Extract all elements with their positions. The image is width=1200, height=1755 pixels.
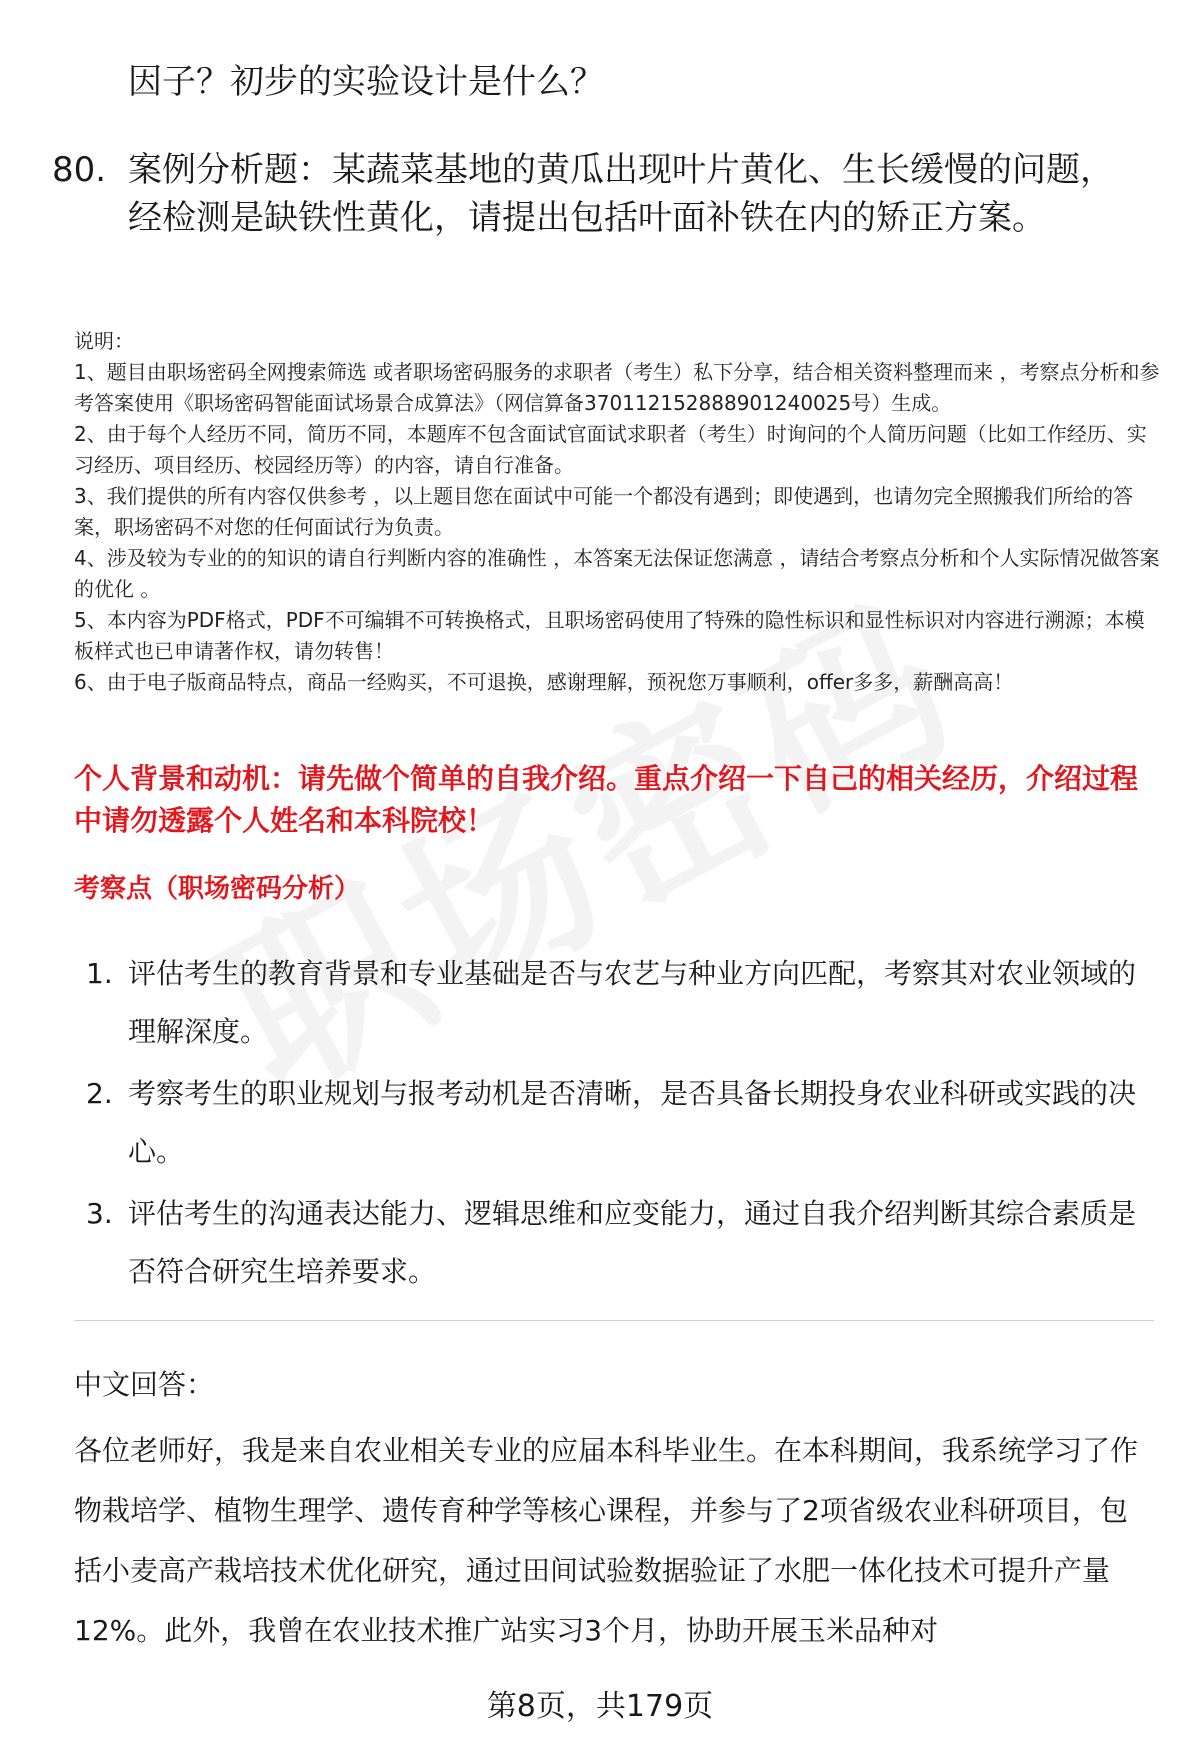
point-number: 3.	[86, 1197, 113, 1230]
analysis-point	[80, 945, 1160, 1061]
notes-title: 说明：	[74, 329, 134, 353]
analysis-points	[80, 945, 1160, 1305]
page-footer: 第8页，共179页	[486, 1689, 714, 1724]
note-item: 4、涉及较为专业的的知识的请自行判断内容的准确性 ，本答案无法保证您满意 ，请结合考察点分析和个人实际情况做答案的优化 。	[74, 546, 1160, 601]
section-divider	[74, 1320, 1154, 1321]
note-item: 3、我们提供的所有内容仅供参考 ，以上题目您在面试中可能一个都没有遇到；即使遇到，也请勿完全照搬我们所给的答案，职场密码不对您的任何面试行为负责。	[74, 484, 1134, 539]
question-number: 80.	[52, 150, 107, 190]
point-text: 考察考生的职业规划与报考动机是否清晰，是否具备长期投身农业科研或实践的决心。	[128, 1077, 1137, 1168]
point-number: 1.	[86, 957, 113, 990]
note-item: 2、由于每个人经历不同，简历不同，本题库不包含面试官面试求职者（考生）时询问的个人简历问题（比如工作经历、实习经历、项目经历、校园经历等）的内容，请自行准备。	[74, 422, 1147, 477]
analysis-point	[80, 1065, 1160, 1181]
point-text: 评估考生的教育背景和专业基础是否与农艺与种业方向匹配，考察其对农业领域的理解深度。	[128, 957, 1137, 1048]
question-continuation: 因子？初步的实验设计是什么？	[128, 62, 604, 102]
point-text: 评估考生的沟通表达能力、逻辑思维和应变能力，通过自我介绍判断其综合素质是否符合研究生培养要求。	[128, 1197, 1137, 1288]
note-item: 5、本内容为PDF格式，PDF不可编辑不可转换格式，且职场密码使用了特殊的隐性标识和显性标识对内容进行溯源；本模板样式也已申请著作权，请勿转售！	[74, 608, 1145, 663]
interview-question: 个人背景和动机：请先做个简单的自我介绍。重点介绍一下自己的相关经历，介绍过程中请勿透露个人姓名和本科院校！	[74, 762, 1139, 837]
analysis-point	[80, 1185, 1160, 1301]
answer-text: 各位老师好，我是来自农业相关专业的应届本科毕业生。在本科期间，我系统学习了作物栽培学、植物生理学、遗传育种学等核心课程，并参与了2项省级农业科研项目，包括小麦高产栽培技术优化研究，通过田间试验数据验证了水肥一体化技术可提升产量12%。此外，我曾在农业技术推广站实习3个月，协助开展玉米品种对	[74, 1434, 1139, 1647]
question-text: 案例分析题：某蔬菜基地的黄瓜出现叶片黄化、生长缓慢的问题，经检测是缺铁性黄化，请提出包括叶面补铁在内的矫正方案。	[128, 150, 1114, 238]
analysis-heading: 考察点（职场密码分析）	[74, 874, 361, 904]
answer-label: 中文回答：	[74, 1368, 215, 1401]
notes-section	[74, 326, 1164, 698]
note-item: 1、题目由职场密码全网搜索筛选 或者职场密码服务的求职者（考生）私下分享，结合相关资料整理而来 ，考察点分析和参考答案使用《职场密码智能面试场景合成算法》（网信算备370112152888901240025号）生成。	[74, 360, 1160, 415]
note-item: 6、由于电子版商品特点，商品一经购买，不可退换，感谢理解，预祝您万事顺利，offer多多，薪酬高高！	[74, 670, 1014, 694]
point-number: 2.	[86, 1077, 113, 1110]
